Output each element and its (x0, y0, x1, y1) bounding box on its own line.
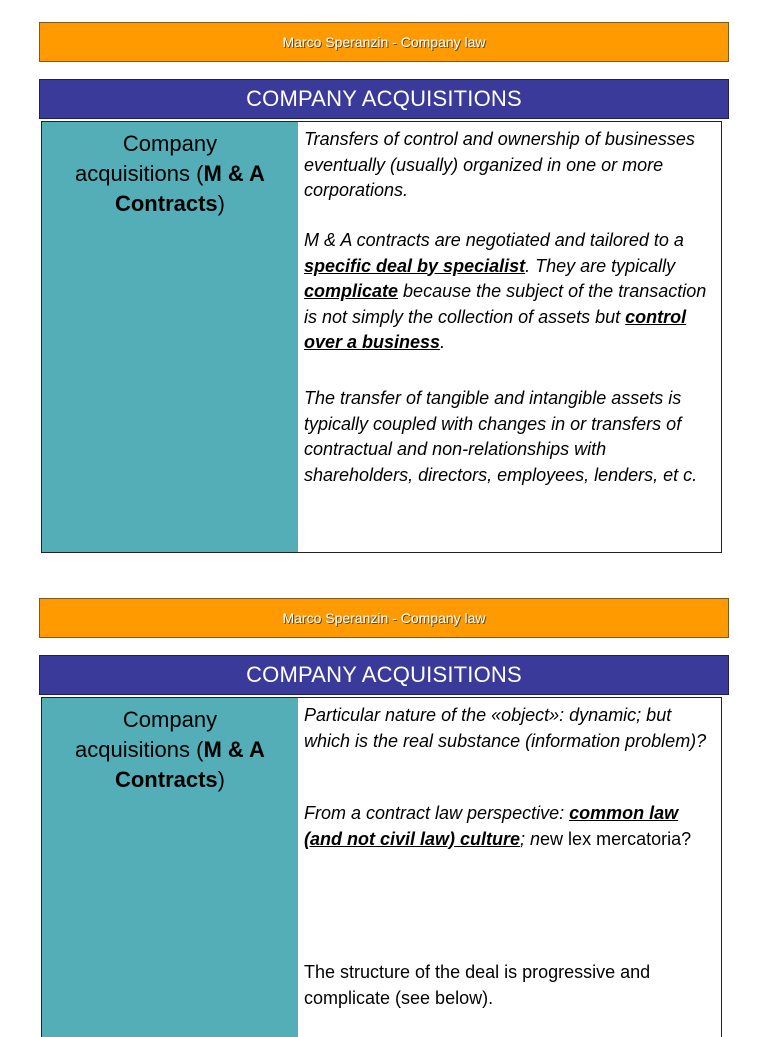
topic-line-3 (42, 189, 298, 219)
text-run: . They are typically (525, 255, 676, 276)
slide-title: COMPANY ACQUISITIONS (246, 662, 522, 687)
topic-bold: M & A (203, 161, 265, 186)
topic-line-1: Company (122, 707, 218, 732)
header-text: Marco Speranzin - Company law (282, 34, 486, 50)
paragraph-3: The structure of the deal is progressive and complicate (see below). (304, 962, 651, 1008)
topic-line-1: Company (122, 131, 218, 156)
title-bar (39, 655, 729, 695)
topic-bold: Contracts (114, 191, 218, 216)
topic-bold: Contracts (114, 767, 218, 792)
title-bar (39, 79, 729, 119)
paragraph-1: Transfers of control and ownership of businesses eventually (usually) organized in one or more corporations. (304, 129, 695, 200)
topic-cell (42, 698, 298, 1037)
slide-title: COMPANY ACQUISITIONS (246, 86, 522, 111)
header-text: Marco Speranzin - Company law (282, 610, 486, 626)
paragraph-2 (304, 801, 715, 852)
topic-text: ) (217, 191, 225, 216)
topic-text: acquisitions ( (75, 161, 204, 186)
header-bar (39, 598, 729, 638)
topic-line-2 (42, 735, 298, 765)
paragraph-3: The transfer of tangible and intangible assets is typically coupled with changes in or transfers of contractual and non-relationships with shareholders, directors, employees, lenders, et c. (304, 388, 698, 485)
text-run: M & A contracts are negotiated and tailored to a (304, 230, 684, 250)
topic-text: acquisitions ( (75, 737, 204, 762)
text-run: because the subject of the transaction is not simply the collection of assets but (304, 281, 707, 327)
emphasis: control over a business (304, 306, 687, 352)
text-run: From a contract law perspective: (304, 803, 570, 823)
emphasis: specific deal by specialist (304, 255, 526, 276)
slide-2 (0, 576, 768, 1024)
content-box (41, 697, 722, 1037)
paragraph-2 (304, 228, 715, 356)
text-run: . (440, 332, 446, 352)
text-run: ew lex mercatoria? (540, 828, 692, 849)
topic-bold: M & A (203, 737, 265, 762)
topic-line-3 (42, 765, 298, 795)
content-box (41, 121, 722, 553)
emphasis: common law (and not civil law) culture (304, 803, 679, 849)
topic-line-2 (42, 159, 298, 189)
header-bar (39, 22, 729, 62)
emphasis: complicate (304, 281, 399, 301)
topic-cell (42, 122, 298, 552)
text-run: ; n (520, 828, 541, 849)
paragraph-1: Particular nature of the «object»: dynamic; but which is the real substance (information problem)? (304, 705, 707, 751)
description-cell (304, 698, 715, 1037)
description-cell (304, 122, 715, 552)
topic-text: ) (217, 767, 225, 792)
